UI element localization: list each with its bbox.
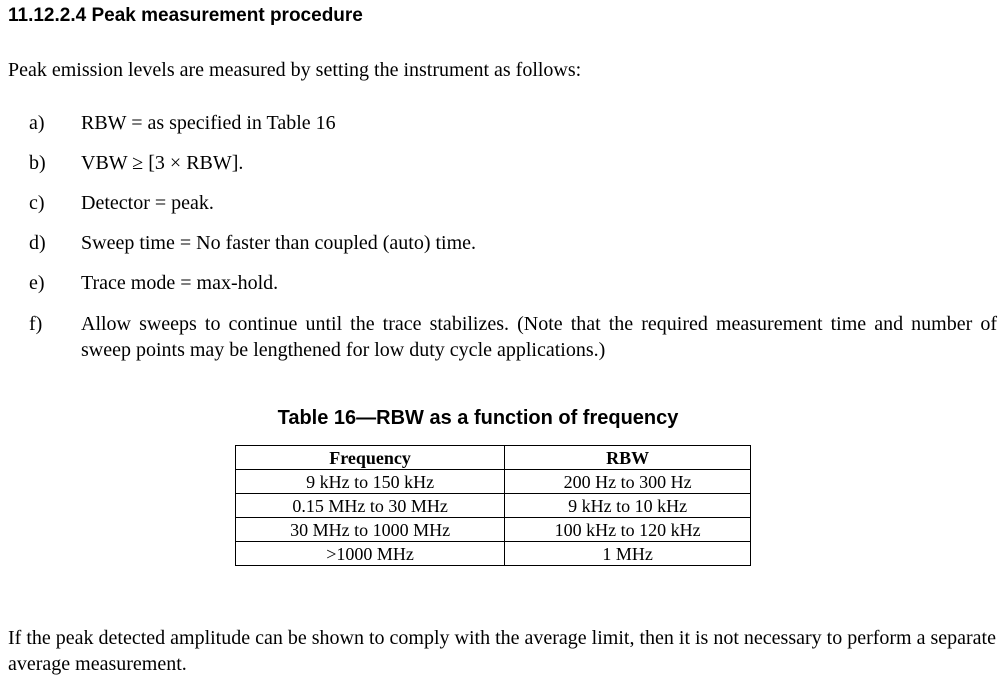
table-caption: Table 16—RBW as a function of frequency bbox=[277, 407, 679, 429]
table-row bbox=[236, 542, 751, 566]
list-text: Trace mode = max-hold. bbox=[81, 272, 279, 294]
frequency-cell: >1000 MHz bbox=[236, 542, 505, 566]
table-header-row bbox=[236, 446, 751, 470]
table-row bbox=[236, 494, 751, 518]
list-marker: f) bbox=[29, 313, 43, 335]
list-marker: d) bbox=[29, 232, 46, 254]
table-row bbox=[236, 518, 751, 542]
list-text: Sweep time = No faster than coupled (auto) time. bbox=[81, 232, 477, 254]
closing-paragraph: If the peak detected amplitude can be shown to comply with the average limit, then it is not necessary to perform a separate average measurement. bbox=[8, 627, 996, 675]
frequency-cell: 0.15 MHz to 30 MHz bbox=[236, 494, 505, 518]
frequency-cell: 9 kHz to 150 kHz bbox=[236, 470, 505, 494]
list-text: Allow sweeps to continue until the trace stabilizes. (Note that the required measurement time and number of sweep points may be lengthened for low duty cycle applications.) bbox=[81, 313, 997, 361]
frequency-cell: 30 MHz to 1000 MHz bbox=[236, 518, 505, 542]
header-frequency: Frequency bbox=[236, 446, 505, 470]
list-text: RBW = as specified in Table 16 bbox=[81, 112, 336, 134]
list-marker: b) bbox=[29, 152, 46, 174]
list-marker: a) bbox=[29, 112, 45, 134]
intro-paragraph: Peak emission levels are measured by setting the instrument as follows: bbox=[8, 59, 582, 81]
rbw-cell: 200 Hz to 300 Hz bbox=[505, 470, 751, 494]
rbw-cell: 1 MHz bbox=[505, 542, 751, 566]
list-text: Detector = peak. bbox=[81, 192, 214, 214]
rbw-table bbox=[235, 445, 751, 566]
rbw-cell: 100 kHz to 120 kHz bbox=[505, 518, 751, 542]
section-heading: 11.12.2.4 Peak measurement procedure bbox=[8, 5, 363, 26]
list-marker: c) bbox=[29, 192, 45, 214]
list-text: VBW ≥ [3 × RBW]. bbox=[81, 152, 244, 174]
table-row bbox=[236, 470, 751, 494]
list-marker: e) bbox=[29, 272, 45, 294]
header-rbw: RBW bbox=[505, 446, 751, 470]
rbw-cell: 9 kHz to 10 kHz bbox=[505, 494, 751, 518]
